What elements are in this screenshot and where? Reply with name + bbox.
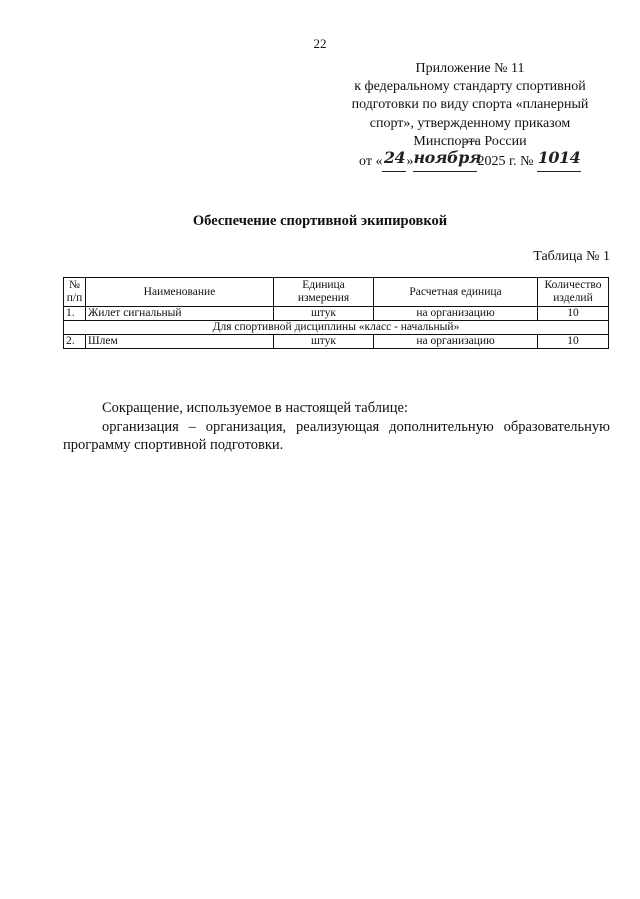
table-header-row — [64, 278, 609, 307]
equipment-table — [63, 277, 609, 349]
appendix-line-3: подготовки по виду спорта «планерный — [351, 97, 589, 113]
table-section-row — [64, 321, 609, 335]
cell-num: 2. — [64, 335, 86, 349]
footnote — [63, 399, 610, 455]
date-year: 2025 г. № — [477, 154, 534, 170]
footnote-text: организация – организация, реализующая дополнительную образовательную программу спортивной подготовки. — [63, 418, 610, 453]
section-title: Для спортивной дисциплины «класс - начальный» — [64, 321, 609, 335]
ministry-text-struck: рта — [461, 133, 481, 149]
date-quote-close: » — [406, 154, 414, 170]
cell-calc-unit: на организацию — [374, 307, 538, 321]
date-day-field — [382, 148, 406, 172]
table-row — [64, 335, 609, 349]
header-quantity: Количество изделий — [538, 278, 609, 307]
appendix-number: Приложение № 11 — [415, 61, 525, 76]
cell-unit: штук — [274, 307, 374, 321]
date-prefix: от « — [359, 154, 383, 170]
page-number: 22 — [313, 36, 327, 51]
cell-name: Шлем — [86, 335, 274, 349]
cell-num: 1. — [64, 307, 86, 321]
date-day: 24 — [383, 148, 406, 168]
order-date-line — [330, 148, 610, 172]
document-title: Обеспечение спортивной экипировкой — [192, 213, 448, 229]
table-label: Таблица № 1 — [533, 249, 610, 264]
order-number: 1014 — [537, 148, 581, 168]
date-month-field — [413, 148, 481, 172]
header-name: Наименование — [86, 278, 274, 307]
cell-quantity: 10 — [538, 335, 609, 349]
header-calc-unit: Расчетная единица — [374, 278, 538, 307]
appendix-line-2: к федеральному стандарту спортивной — [354, 79, 586, 95]
appendix-header — [330, 60, 610, 172]
cell-unit: штук — [274, 335, 374, 349]
appendix-line-4: спорт», утвержденному приказом — [369, 115, 571, 131]
ministry-text-start: Минспо — [413, 133, 462, 149]
header-num: № п/п — [64, 278, 86, 307]
cell-name: Жилет сигнальный — [86, 307, 274, 321]
date-month: ноября — [413, 148, 481, 168]
order-number-field — [537, 148, 581, 172]
ministry-text-end: России — [480, 133, 527, 149]
header-unit: Единица измерения — [274, 278, 374, 307]
cell-quantity: 10 — [538, 307, 609, 321]
cell-calc-unit: на организацию — [374, 335, 538, 349]
table-row — [64, 307, 609, 321]
footnote-heading: Сокращение, используемое в настоящей таблице: — [102, 400, 408, 416]
